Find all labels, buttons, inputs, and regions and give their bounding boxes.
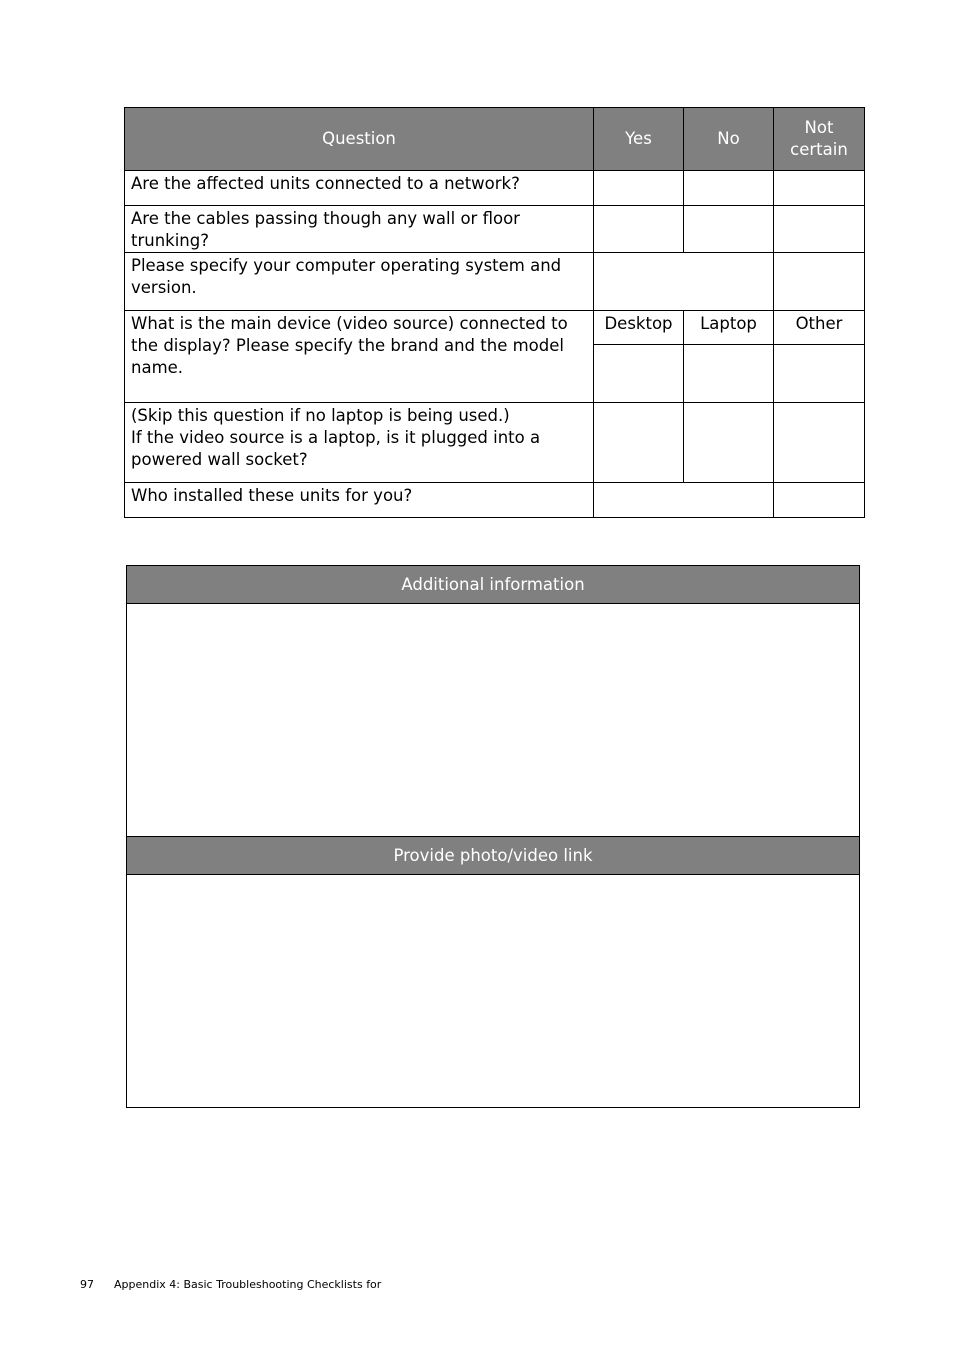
photo-link-row bbox=[127, 875, 860, 1108]
question-installer: Who installed these units for you? bbox=[125, 483, 594, 518]
table-header-row bbox=[125, 108, 865, 171]
answer-not-certain-cell[interactable] bbox=[774, 403, 865, 483]
answer-yes-cell[interactable] bbox=[594, 171, 684, 206]
additional-info-row bbox=[127, 604, 860, 837]
header-not-certain bbox=[774, 108, 865, 171]
table-row-installer bbox=[125, 483, 865, 518]
answer-no-cell[interactable] bbox=[684, 403, 774, 483]
table-row-network bbox=[125, 171, 865, 206]
table-row-laptop-power bbox=[125, 403, 865, 483]
page-footer bbox=[80, 1278, 381, 1292]
header-not-certain-label: Not certain bbox=[790, 118, 848, 159]
photo-link-header-row bbox=[127, 837, 860, 875]
table-row-cables bbox=[125, 206, 865, 253]
page-number: 97 bbox=[80, 1278, 94, 1291]
question-network: Are the affected units connected to a network? bbox=[125, 171, 594, 206]
additional-info-title: Additional information bbox=[127, 566, 860, 604]
answer-installer-cell[interactable] bbox=[594, 483, 774, 518]
question-cables: Are the cables passing though any wall or floor trunking? bbox=[125, 206, 594, 253]
answer-no-cell[interactable] bbox=[684, 206, 774, 253]
additional-info-table bbox=[126, 565, 860, 1108]
answer-laptop-cell[interactable] bbox=[684, 345, 774, 403]
table-row-os bbox=[125, 253, 865, 311]
table-row-device bbox=[125, 311, 865, 345]
answer-other-cell[interactable] bbox=[774, 345, 865, 403]
question-laptop-plugged: If the video source is a laptop, is it plugged into a powered wall socket? bbox=[131, 428, 541, 469]
question-laptop-power bbox=[125, 403, 594, 483]
answer-os-cell[interactable] bbox=[594, 253, 774, 311]
question-laptop-skip-note: (Skip this question if no laptop is being used.) bbox=[131, 406, 510, 425]
answer-not-certain-cell[interactable] bbox=[774, 206, 865, 253]
footer-text: Appendix 4: Basic Troubleshooting Checklists for bbox=[114, 1278, 382, 1291]
additional-info-header-row bbox=[127, 566, 860, 604]
additional-info-field[interactable] bbox=[127, 604, 860, 837]
photo-link-field[interactable] bbox=[127, 875, 860, 1108]
answer-not-certain-cell[interactable] bbox=[774, 171, 865, 206]
answer-yes-cell[interactable] bbox=[594, 206, 684, 253]
photo-link-title: Provide photo/video link bbox=[127, 837, 860, 875]
option-laptop: Laptop bbox=[684, 311, 774, 345]
header-yes: Yes bbox=[594, 108, 684, 171]
header-no: No bbox=[684, 108, 774, 171]
answer-not-certain-cell[interactable] bbox=[774, 253, 865, 311]
option-other: Other bbox=[774, 311, 865, 345]
troubleshooting-questions-table bbox=[124, 107, 865, 518]
option-desktop: Desktop bbox=[594, 311, 684, 345]
question-os: Please specify your computer operating system and version. bbox=[125, 253, 594, 311]
header-question: Question bbox=[125, 108, 594, 171]
answer-no-cell[interactable] bbox=[684, 171, 774, 206]
answer-yes-cell[interactable] bbox=[594, 403, 684, 483]
question-device: What is the main device (video source) connected to the display? Please specify the brand and the model name. bbox=[125, 311, 594, 403]
answer-not-certain-cell[interactable] bbox=[774, 483, 865, 518]
answer-desktop-cell[interactable] bbox=[594, 345, 684, 403]
